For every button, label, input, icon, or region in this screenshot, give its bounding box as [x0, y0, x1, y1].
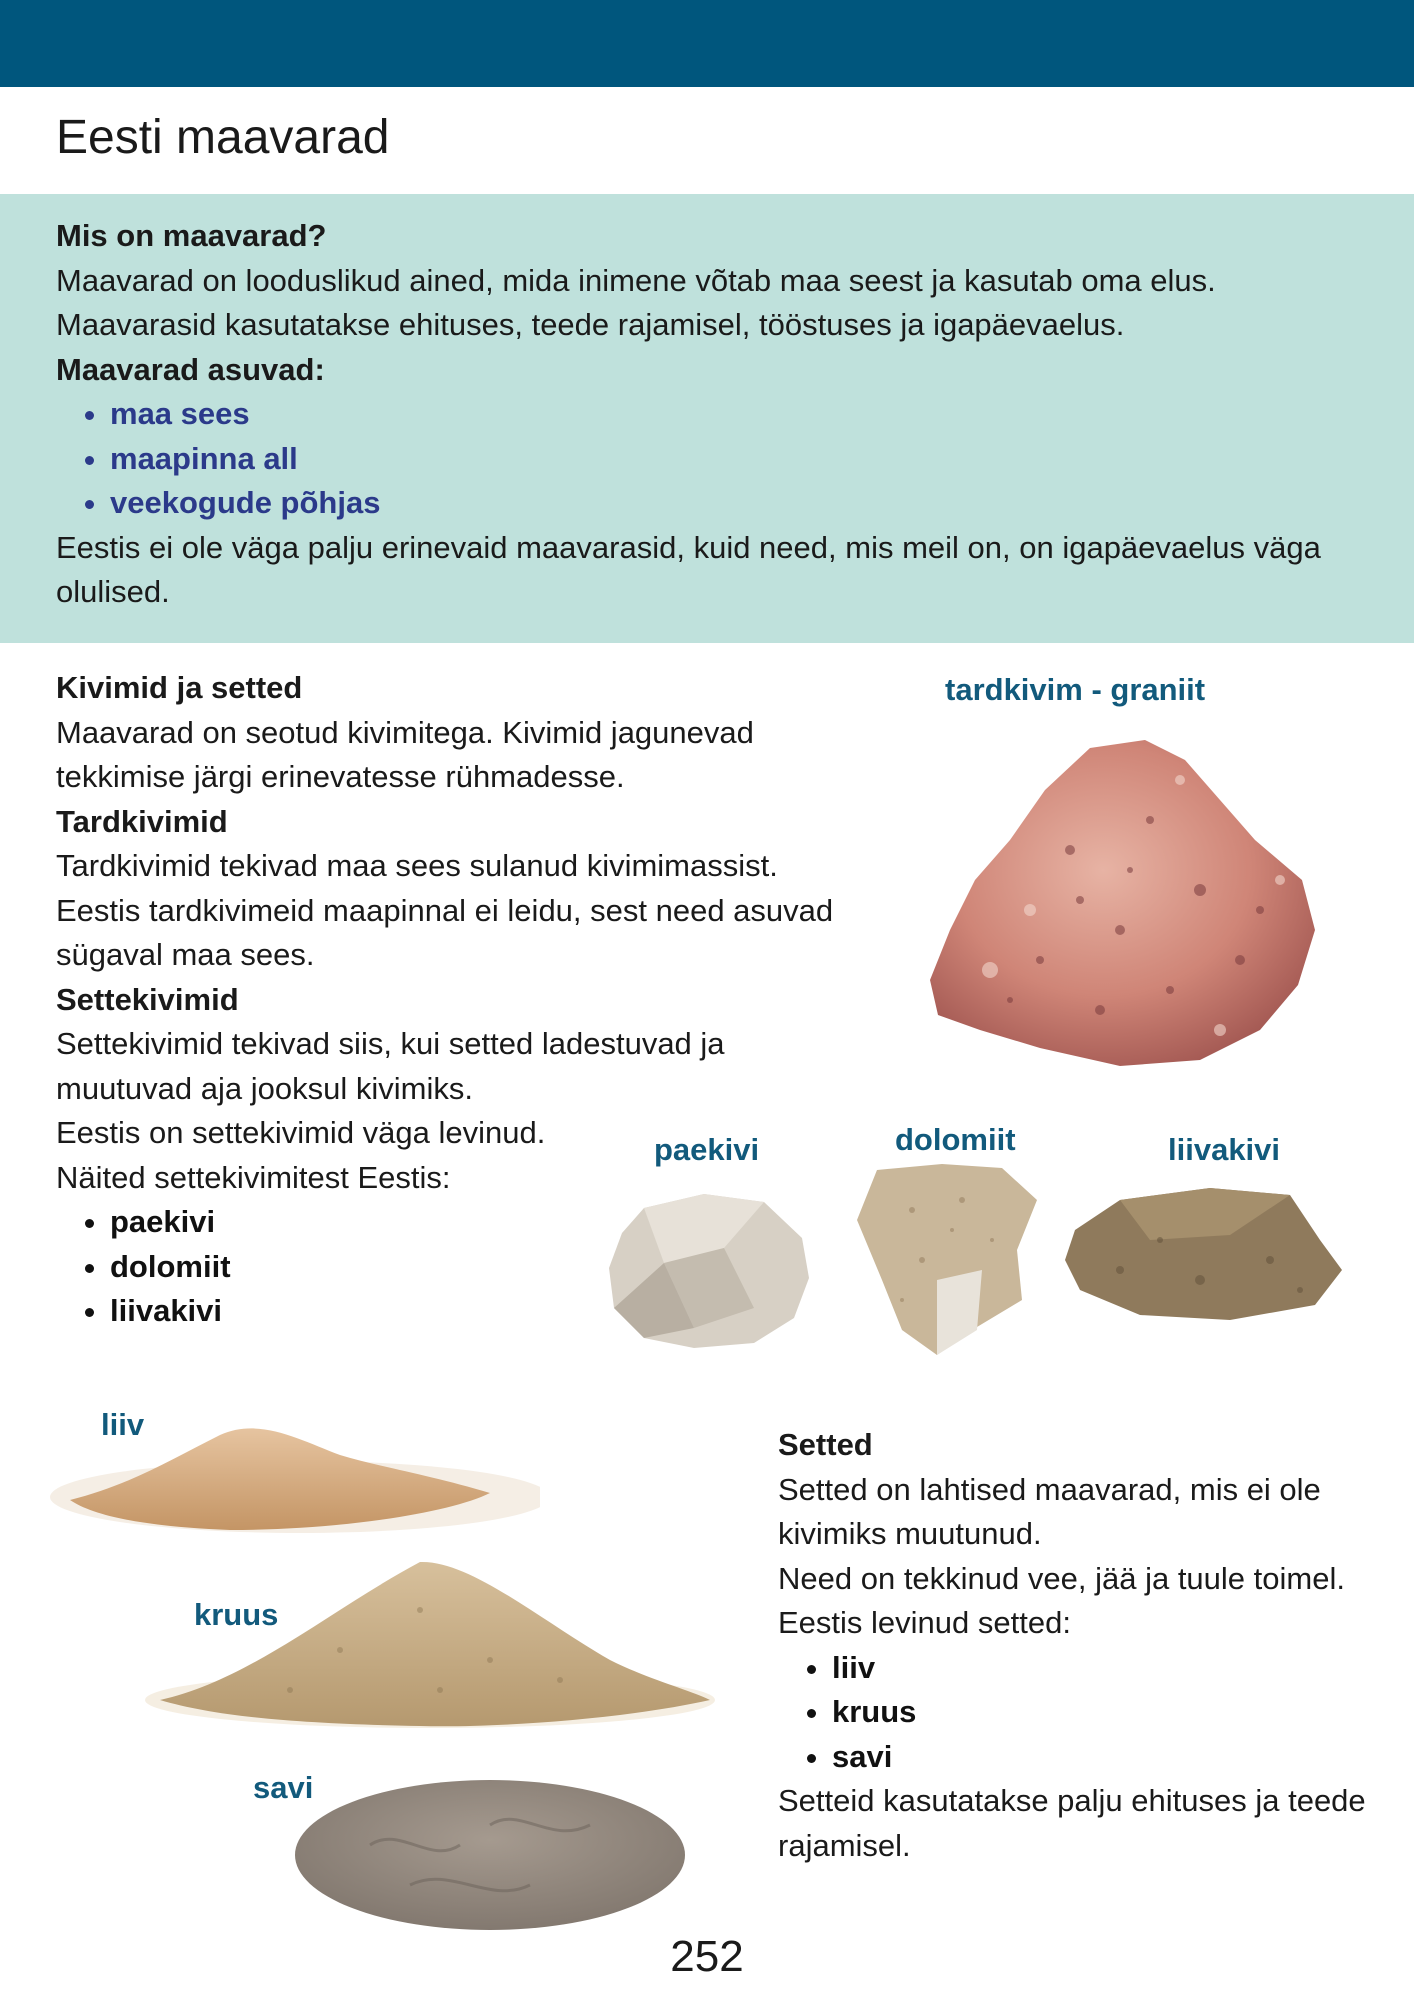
sediments-paragraph-1: Setted on lahtised maavarad, mis ei ole kivimiks muutunud.: [778, 1471, 1321, 1551]
sand-label: liiv: [101, 1407, 145, 1442]
intro-paragraph-2: Maavarasid kasutatakse ehituses, teede rajamisel, tööstuses ja igapäevaelus.: [56, 307, 1125, 342]
intro-paragraph-1: Maavarad on looduslikud ained, mida inimene võtab maa seest ja kasutab oma elus.: [56, 262, 1216, 298]
rocks-paragraph: Maavarad on seotud kivimitega. Kivimid jagunevad tekkimise järgi erinevatesse rühmadesse.: [56, 714, 754, 794]
limestone-label: paekivi: [654, 1132, 760, 1167]
page-title: Eesti maavarad: [56, 111, 390, 164]
sandstone-image: [1060, 1180, 1345, 1330]
list-item: • paekivi: [110, 1200, 916, 1245]
sandstone-label: liivakivi: [1168, 1132, 1281, 1167]
intro-box: [0, 194, 1414, 643]
header-bar: [0, 0, 1414, 87]
gravel-image: [140, 1550, 720, 1730]
clay-label: savi: [253, 1770, 314, 1805]
dolomite-label: dolomiit: [895, 1122, 1016, 1157]
list-item: • savi: [832, 1735, 1378, 1780]
sand-image: [40, 1405, 540, 1540]
list-item: • liiv: [832, 1646, 1378, 1691]
sedimentary-paragraph-1: Settekivimid tekivad siis, kui setted ladestuvad ja muutuvad aja jooksul kivimiks.: [56, 1026, 725, 1106]
sedimentary-paragraph-2: Eestis on settekivimid väga levinud.: [56, 1115, 546, 1150]
sediments-heading: Setted: [778, 1427, 873, 1462]
dolomite-image: [852, 1160, 1042, 1360]
sediments-paragraph-2: Need on tekkinud vee, jää ja tuule toimel.: [778, 1560, 1345, 1596]
list-item: • maa sees: [110, 392, 1356, 437]
sedimentary-heading: Settekivimid: [56, 981, 239, 1017]
list-item: • dolomiit: [110, 1245, 916, 1290]
list-item: • liivakivi: [110, 1289, 916, 1334]
sediments-section: [778, 1423, 1378, 1868]
list-item: • kruus: [832, 1690, 1378, 1735]
igneous-paragraph-2: Eestis tardkivimeid maapinnal ei leidu, sest need asuvad sügaval maa sees.: [56, 892, 834, 972]
clay-image: [290, 1765, 690, 1935]
igneous-heading: Tardkivimid: [56, 803, 228, 839]
rocks-heading: Kivimid ja setted: [56, 670, 303, 705]
sediments-paragraph-4: Setteid kasutatakse palju ehituses ja teede rajamisel.: [778, 1783, 1366, 1863]
sediments-paragraph-3: Eestis levinud setted:: [778, 1605, 1071, 1640]
list-item: • maapinna all: [110, 437, 1356, 482]
intro-heading: Mis on maavarad?: [56, 218, 327, 253]
locations-list: [56, 392, 1356, 526]
limestone-image: [604, 1188, 814, 1353]
granite-image: [920, 730, 1320, 1070]
sediments-list: [778, 1646, 1378, 1780]
list-item: • veekogude põhjas: [110, 481, 1356, 526]
gravel-label: kruus: [194, 1597, 279, 1632]
locations-heading: Maavarad asuvad:: [56, 351, 325, 387]
intro-paragraph-3: Eestis ei ole väga palju erinevaid maavarasid, kuid need, mis meil on, on igapäevaelus väga olulised.: [56, 529, 1321, 609]
granite-label: tardkivim - graniit: [945, 672, 1206, 707]
sedimentary-paragraph-3: Näited settekivimitest Eestis:: [56, 1159, 451, 1195]
igneous-paragraph-1: Tardkivimid tekivad maa sees sulanud kivimimassist.: [56, 848, 778, 883]
page-number: 252: [670, 1932, 744, 1981]
